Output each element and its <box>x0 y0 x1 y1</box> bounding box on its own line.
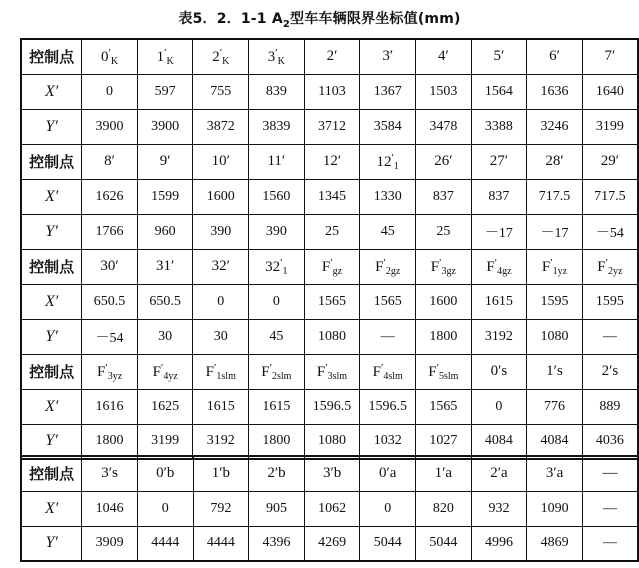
point-label: 6′ <box>527 39 583 74</box>
y-value: 4444 <box>137 526 193 561</box>
y-row <box>21 424 638 459</box>
y-value: — <box>582 526 638 561</box>
point-label: $0'_K$ <box>82 39 138 74</box>
row-label-y: Y′ <box>21 109 82 144</box>
y-value: 3199 <box>582 109 638 144</box>
point-label: $F'_{4yz}$ <box>137 354 193 389</box>
point-row <box>21 39 638 74</box>
x-value: 1062 <box>304 491 360 526</box>
y-value: 3900 <box>82 109 138 144</box>
point-label: $32'_1$ <box>249 249 305 284</box>
x-value: 776 <box>527 389 583 424</box>
y-row <box>21 214 638 249</box>
point-label: 5′ <box>471 39 527 74</box>
point-label: 3′ <box>360 39 416 74</box>
x-value: 0 <box>137 491 193 526</box>
point-label: $F'_{2gz}$ <box>360 249 416 284</box>
point-label: $F'_{3slm}$ <box>304 354 360 389</box>
y-value: 1800 <box>82 424 138 459</box>
y-value: 1080 <box>304 319 360 354</box>
x-value: 1595 <box>582 284 638 319</box>
y-value: －54 <box>82 319 138 354</box>
y-value: 4036 <box>582 424 638 459</box>
point-label: 31′ <box>137 249 193 284</box>
y-value: 390 <box>249 214 305 249</box>
point-label: 0′b <box>137 456 193 491</box>
point-label: 1′b <box>193 456 249 491</box>
x-value: 1560 <box>249 179 305 214</box>
x-value: 1564 <box>471 74 527 109</box>
point-label: 8′ <box>82 144 138 179</box>
y-value: 3199 <box>137 424 193 459</box>
y-value: 1800 <box>249 424 305 459</box>
point-row <box>21 144 638 179</box>
x-value: 597 <box>137 74 193 109</box>
y-value: 3712 <box>304 109 360 144</box>
row-label-point: 控制点 <box>21 456 82 491</box>
point-label: 2′s <box>582 354 638 389</box>
point-label: $3'_K$ <box>249 39 305 74</box>
x-value: 905 <box>249 491 305 526</box>
y-value: 45 <box>249 319 305 354</box>
point-row <box>21 456 638 491</box>
y-value: －54 <box>582 214 638 249</box>
point-label: $F'_{1yz}$ <box>527 249 583 284</box>
row-label-y: Y′ <box>21 319 82 354</box>
y-value: 1766 <box>82 214 138 249</box>
x-value: 1616 <box>82 389 138 424</box>
y-value: 4996 <box>471 526 527 561</box>
row-label-y: Y′ <box>21 424 82 459</box>
x-value: 1600 <box>416 284 472 319</box>
point-label: $F'_{2yz}$ <box>582 249 638 284</box>
point-label: 0′s <box>471 354 527 389</box>
x-row <box>21 179 638 214</box>
x-value: 1503 <box>416 74 472 109</box>
y-value: －17 <box>527 214 583 249</box>
x-value: 1640 <box>582 74 638 109</box>
row-label-x: X′ <box>21 389 82 424</box>
y-value: 1032 <box>360 424 416 459</box>
point-label: 3′a <box>527 456 583 491</box>
coordinate-table-main <box>20 38 639 460</box>
x-value: 932 <box>471 491 527 526</box>
y-value: 5044 <box>360 526 416 561</box>
x-value: 0 <box>82 74 138 109</box>
x-value: 1565 <box>360 284 416 319</box>
x-value: 1615 <box>193 389 249 424</box>
x-value: 889 <box>582 389 638 424</box>
point-label: $F'_{4gz}$ <box>471 249 527 284</box>
x-value: 0 <box>193 284 249 319</box>
x-value: 792 <box>193 491 249 526</box>
y-value: 25 <box>416 214 472 249</box>
x-value: 820 <box>416 491 472 526</box>
y-value: 4396 <box>249 526 305 561</box>
point-label: $F'_{gz}$ <box>304 249 360 284</box>
y-value: 960 <box>137 214 193 249</box>
row-label-point: 控制点 <box>21 39 82 74</box>
point-label: 1′a <box>416 456 472 491</box>
row-label-y: Y′ <box>21 526 82 561</box>
row-label-point: 控制点 <box>21 249 82 284</box>
row-label-x: X′ <box>21 179 82 214</box>
y-value: 45 <box>360 214 416 249</box>
y-row <box>21 526 638 561</box>
point-label: $F'_{3gz}$ <box>416 249 472 284</box>
point-label: 27′ <box>471 144 527 179</box>
x-value: 1330 <box>360 179 416 214</box>
x-value: — <box>582 491 638 526</box>
y-value: 5044 <box>416 526 472 561</box>
point-label: 1′s <box>527 354 583 389</box>
x-value: 650.5 <box>82 284 138 319</box>
point-label: — <box>582 456 638 491</box>
point-row <box>21 249 638 284</box>
point-label: 0′a <box>360 456 416 491</box>
x-value: 1626 <box>82 179 138 214</box>
y-row <box>21 109 638 144</box>
x-value: 1367 <box>360 74 416 109</box>
y-value: 390 <box>193 214 249 249</box>
x-row <box>21 284 638 319</box>
y-value: 3192 <box>193 424 249 459</box>
x-value: 0 <box>471 389 527 424</box>
x-value: 1596.5 <box>304 389 360 424</box>
x-value: 1565 <box>416 389 472 424</box>
coordinate-table-supplement <box>20 455 639 562</box>
x-row <box>21 389 638 424</box>
y-value: 3478 <box>416 109 472 144</box>
point-label: 32′ <box>193 249 249 284</box>
x-value: 1596.5 <box>360 389 416 424</box>
y-value: 3872 <box>193 109 249 144</box>
y-value: 30 <box>193 319 249 354</box>
y-value: — <box>582 319 638 354</box>
point-label: 4′ <box>416 39 472 74</box>
y-value: 1080 <box>304 424 360 459</box>
row-label-point: 控制点 <box>21 354 82 389</box>
point-label: $F'_{3yz}$ <box>82 354 138 389</box>
point-label: 28′ <box>527 144 583 179</box>
point-label: 2′b <box>249 456 305 491</box>
y-value: －17 <box>471 214 527 249</box>
point-label: $F'_{1slm}$ <box>193 354 249 389</box>
point-label: 9′ <box>137 144 193 179</box>
y-value: 3900 <box>137 109 193 144</box>
point-label: 26′ <box>416 144 472 179</box>
x-value: 837 <box>416 179 472 214</box>
y-value: 4084 <box>471 424 527 459</box>
y-value: 3909 <box>82 526 138 561</box>
y-value: 3839 <box>249 109 305 144</box>
y-value: 3192 <box>471 319 527 354</box>
row-label-point: 控制点 <box>21 144 82 179</box>
y-value: 1027 <box>416 424 472 459</box>
y-value: 3584 <box>360 109 416 144</box>
row-label-y: Y′ <box>21 214 82 249</box>
row-label-x: X′ <box>21 491 82 526</box>
x-value: 0 <box>249 284 305 319</box>
point-label: 3′b <box>304 456 360 491</box>
x-value: 755 <box>193 74 249 109</box>
point-label: $12'_1$ <box>360 144 416 179</box>
x-value: 650.5 <box>137 284 193 319</box>
y-value: 3388 <box>471 109 527 144</box>
y-value: 4869 <box>527 526 583 561</box>
y-value: 4269 <box>304 526 360 561</box>
x-value: 1595 <box>527 284 583 319</box>
y-value: 4444 <box>193 526 249 561</box>
point-label: $1'_K$ <box>137 39 193 74</box>
x-value: 837 <box>471 179 527 214</box>
point-row <box>21 354 638 389</box>
y-row <box>21 319 638 354</box>
point-label: 30′ <box>82 249 138 284</box>
row-label-x: X′ <box>21 284 82 319</box>
x-value: 1615 <box>249 389 305 424</box>
x-value: 1103 <box>304 74 360 109</box>
x-value: 1090 <box>527 491 583 526</box>
point-label: 29′ <box>582 144 638 179</box>
point-label: 10′ <box>193 144 249 179</box>
point-label: 7′ <box>582 39 638 74</box>
point-label: $2'_K$ <box>193 39 249 74</box>
x-value: 1615 <box>471 284 527 319</box>
x-value: 1600 <box>193 179 249 214</box>
table-title: 表5．2．1-1 $A_2$型车车辆限界坐标值(mm) <box>178 11 461 30</box>
point-label: $F'_{5slm}$ <box>416 354 472 389</box>
y-value: 1080 <box>527 319 583 354</box>
point-label: 3′s <box>82 456 138 491</box>
row-label-x: X′ <box>21 74 82 109</box>
y-value: 30 <box>137 319 193 354</box>
x-value: 1565 <box>304 284 360 319</box>
x-row <box>21 491 638 526</box>
point-label: 2′a <box>471 456 527 491</box>
x-value: 839 <box>249 74 305 109</box>
x-value: 1599 <box>137 179 193 214</box>
x-value: 1625 <box>137 389 193 424</box>
point-label: $F'_{2slm}$ <box>249 354 305 389</box>
x-value: 0 <box>360 491 416 526</box>
x-value: 1345 <box>304 179 360 214</box>
point-label: $F'_{4slm}$ <box>360 354 416 389</box>
x-row <box>21 74 638 109</box>
y-value: 3246 <box>527 109 583 144</box>
x-value: 717.5 <box>527 179 583 214</box>
point-label: 11′ <box>249 144 305 179</box>
point-label: 12′ <box>304 144 360 179</box>
x-value: 717.5 <box>582 179 638 214</box>
y-value: — <box>360 319 416 354</box>
y-value: 25 <box>304 214 360 249</box>
x-value: 1046 <box>82 491 138 526</box>
x-value: 1636 <box>527 74 583 109</box>
y-value: 4084 <box>527 424 583 459</box>
y-value: 1800 <box>416 319 472 354</box>
point-label: 2′ <box>304 39 360 74</box>
